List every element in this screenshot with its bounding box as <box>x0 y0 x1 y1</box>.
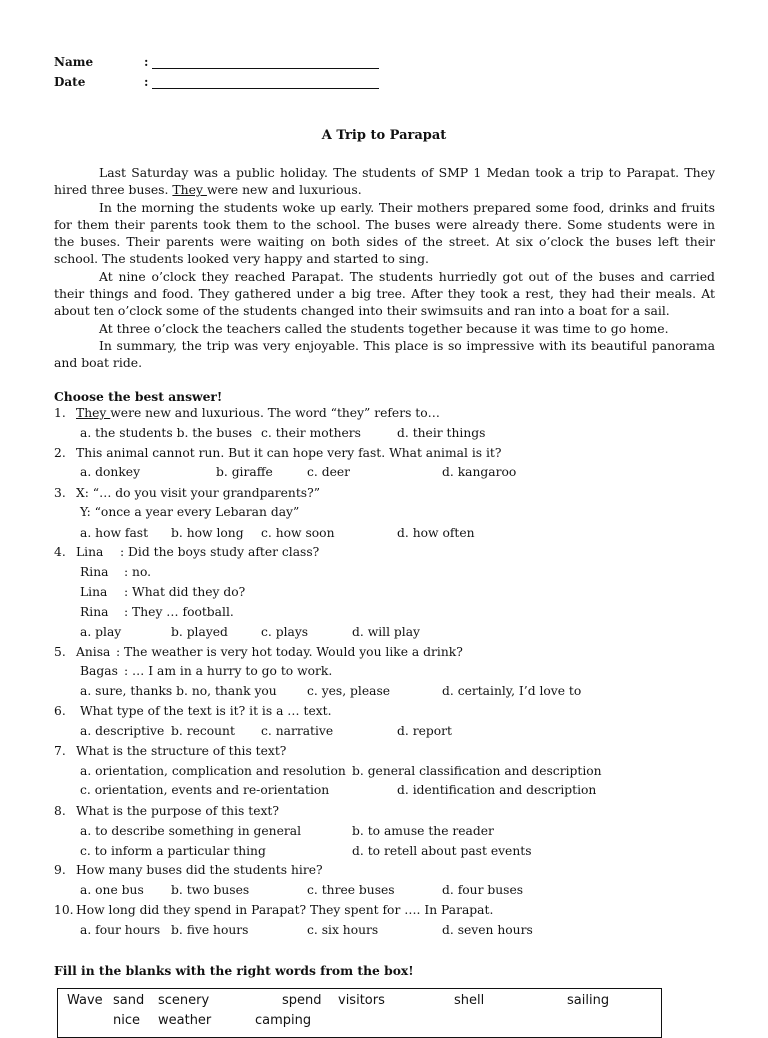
story-text <box>54 164 715 372</box>
dialog-line-x: X: “… do you visit your grandparents?” <box>76 486 320 500</box>
option-d[interactable]: d. identification and description <box>397 783 597 797</box>
name-blank-line[interactable] <box>152 68 379 69</box>
date-label: Date <box>54 75 86 89</box>
question-text: How long did they spend in Parapat? They spent for …. In Parapat. <box>76 903 494 917</box>
document-title: A Trip to Parapat <box>321 128 447 143</box>
option-c[interactable]: c. six hours <box>307 923 379 937</box>
question-number: 4. <box>54 545 66 559</box>
word-item: camping <box>255 1013 312 1028</box>
option-c[interactable]: c. to inform a particular thing <box>80 844 266 858</box>
option-c[interactable]: c. three buses <box>307 883 395 897</box>
dialog-line: : no. <box>124 565 152 579</box>
dialog-line: : … I am in a hurry to go to work. <box>124 664 333 678</box>
dialog-line: : The weather is very hot today. Would you like a drink? <box>116 645 463 659</box>
speaker-name: Rina <box>80 565 109 579</box>
speaker-name: Rina <box>80 605 109 619</box>
option-d[interactable]: d. to retell about past events <box>352 844 532 858</box>
option-b[interactable]: b. played <box>171 625 228 639</box>
option-c[interactable]: c. orientation, events and re-orientation <box>80 783 330 797</box>
question-number: 9. <box>54 863 66 877</box>
option-d[interactable]: d. how often <box>397 526 475 540</box>
paragraph-4: At three o’clock the teachers called the students together because it was time to go home. <box>99 320 669 336</box>
option-a[interactable]: a. how fast <box>80 526 149 540</box>
option-a[interactable]: a. to describe something in general <box>80 824 302 838</box>
option-c[interactable]: c. deer <box>307 465 351 479</box>
question-number: 1. <box>54 406 66 420</box>
speaker-name: Bagas <box>80 664 118 678</box>
option-a[interactable]: a. donkey <box>80 465 141 479</box>
speaker-name: Lina <box>80 585 108 599</box>
dialog-line: : They … football. <box>124 605 234 619</box>
paragraph-5: In summary, the trip was very enjoyable. This place is so impressive with its beautiful panorama and boat ride. <box>54 337 715 371</box>
question-number: 6. <box>54 704 66 718</box>
dialog-line-y: Y: “once a year every Lebaran day” <box>80 505 300 519</box>
date-blank-line[interactable] <box>152 88 379 89</box>
paragraph-2: In the morning the students woke up early. Their mothers prepared some food, drinks and fruits for them their parents took them to the school. The buses were already there. Some students were in the buses. Their parents were waiting on both sides of the street. At six o’clock the buses left their school. The students looked very happy and started to sing. <box>54 199 715 267</box>
word-item: sand <box>113 993 145 1008</box>
option-d[interactable]: d. will play <box>352 625 421 639</box>
date-colon: : <box>144 75 149 89</box>
question-number: 10. <box>54 903 74 917</box>
question-text: What type of the text is it? it is a … text. <box>80 704 332 718</box>
option-c[interactable]: c. narrative <box>261 724 334 738</box>
option-a[interactable]: a. play <box>80 625 122 639</box>
word-item: visitors <box>338 993 385 1008</box>
question-number: 8. <box>54 804 66 818</box>
option-d[interactable]: d. certainly, I’d love to <box>442 684 582 698</box>
option-a[interactable]: a. sure, thanks b. no, thank you <box>80 684 277 698</box>
word-item: spend <box>282 993 322 1008</box>
question-text: They were new and luxurious. The word “they” refers to… <box>76 406 440 420</box>
question-number: 2. <box>54 446 66 460</box>
dialog-line: : What did they do? <box>124 585 246 599</box>
speaker-name: Lina <box>76 545 104 559</box>
option-a[interactable]: a. one bus <box>80 883 144 897</box>
option-c[interactable]: c. yes, please <box>307 684 391 698</box>
question-number: 5. <box>54 645 66 659</box>
word-item: scenery <box>158 993 210 1008</box>
option-c[interactable]: c. how soon <box>261 526 335 540</box>
option-d[interactable]: d. kangaroo <box>442 465 517 479</box>
word-item: nice <box>113 1013 140 1028</box>
name-label: Name <box>54 55 94 69</box>
question-text: How many buses did the students hire? <box>76 863 323 877</box>
word-item: shell <box>454 993 485 1008</box>
question-text: What is the structure of this text? <box>76 744 287 758</box>
word-item: sailing <box>567 993 610 1008</box>
option-d[interactable]: d. four buses <box>442 883 524 897</box>
option-b[interactable]: b. to amuse the reader <box>352 824 494 838</box>
section-heading-fill: Fill in the blanks with the right words from the box! <box>54 963 414 978</box>
paragraph-1: Last Saturday was a public holiday. The students of SMP 1 Medan took a trip to Parapat. They hired three buses. They were new and luxurious. <box>54 165 715 198</box>
question-number: 3. <box>54 486 66 500</box>
underlined-they: They <box>172 182 207 198</box>
option-b[interactable]: b. giraffe <box>216 465 273 479</box>
speaker-name: Anisa <box>76 645 111 659</box>
option-d[interactable]: d. their things <box>397 426 486 440</box>
question-text: What is the purpose of this text? <box>76 804 279 818</box>
option-a[interactable]: a. the students b. the buses <box>80 426 253 440</box>
option-d[interactable]: d. seven hours <box>442 923 533 937</box>
word-box <box>57 988 662 1038</box>
option-b[interactable]: b. five hours <box>171 923 249 937</box>
option-a[interactable]: a. descriptive <box>80 724 165 738</box>
question-text: This animal cannot run. But it can hope very fast. What animal is it? <box>76 446 502 460</box>
paragraph-3: At nine o’clock they reached Parapat. The students hurriedly got out of the buses and carried their things and food. They gathered under a big tree. After they took a rest, they had their meals. At about ten o’clock some of the students changed into their swimsuits and ran into a boat for a sail. <box>54 268 715 319</box>
question-number: 7. <box>54 744 66 758</box>
option-b[interactable]: b. two buses <box>171 883 250 897</box>
section-heading-choose: Choose the best answer! <box>54 389 223 404</box>
option-b[interactable]: b. recount <box>171 724 235 738</box>
name-colon: : <box>144 55 149 69</box>
option-a[interactable]: a. four hours <box>80 923 161 937</box>
option-c[interactable]: c. their mothers <box>261 426 361 440</box>
dialog-line: : Did the boys study after class? <box>120 545 320 559</box>
option-d[interactable]: d. report <box>397 724 452 738</box>
option-b[interactable]: b. general classification and description <box>352 764 602 778</box>
word-item: Wave <box>67 993 103 1008</box>
option-c[interactable]: c. plays <box>261 625 309 639</box>
option-b[interactable]: b. how long <box>171 526 244 540</box>
word-item: weather <box>158 1013 212 1028</box>
option-a[interactable]: a. orientation, complication and resolution <box>80 764 346 778</box>
